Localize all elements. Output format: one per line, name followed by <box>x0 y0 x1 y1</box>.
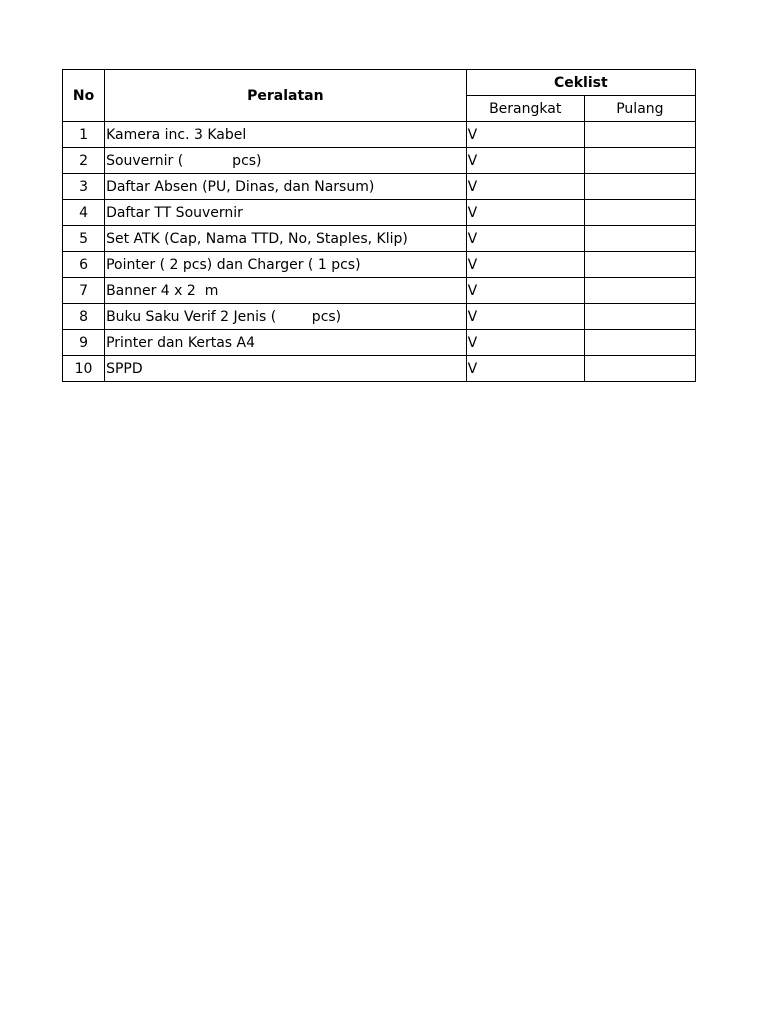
departure-check[interactable]: V <box>466 278 584 304</box>
header-checklist: Ceklist <box>466 70 695 96</box>
return-check[interactable] <box>584 122 695 148</box>
table-row <box>63 252 696 278</box>
departure-check[interactable]: V <box>466 304 584 330</box>
row-number: 5 <box>63 226 105 252</box>
departure-check[interactable]: V <box>466 122 584 148</box>
table-row <box>63 148 696 174</box>
equipment-name: Souvernir ( pcs) <box>105 148 467 174</box>
equipment-name: Buku Saku Verif 2 Jenis ( pcs) <box>105 304 467 330</box>
departure-check[interactable]: V <box>466 252 584 278</box>
departure-check[interactable]: V <box>466 200 584 226</box>
return-check[interactable] <box>584 356 695 382</box>
return-check[interactable] <box>584 174 695 200</box>
row-number: 1 <box>63 122 105 148</box>
return-check[interactable] <box>584 148 695 174</box>
header-departure: Berangkat <box>466 96 584 122</box>
departure-check[interactable]: V <box>466 356 584 382</box>
return-check[interactable] <box>584 278 695 304</box>
table-row <box>63 122 696 148</box>
return-check[interactable] <box>584 330 695 356</box>
header-equipment: Peralatan <box>105 70 467 122</box>
return-check[interactable] <box>584 200 695 226</box>
table-row <box>63 304 696 330</box>
equipment-checklist-table <box>62 69 696 382</box>
return-check[interactable] <box>584 226 695 252</box>
row-number: 8 <box>63 304 105 330</box>
departure-check[interactable]: V <box>466 174 584 200</box>
row-number: 6 <box>63 252 105 278</box>
row-number: 9 <box>63 330 105 356</box>
header-return: Pulang <box>584 96 695 122</box>
equipment-name: Set ATK (Cap, Nama TTD, No, Staples, Klip) <box>105 226 467 252</box>
table-row <box>63 200 696 226</box>
table-row <box>63 174 696 200</box>
equipment-name: Daftar Absen (PU, Dinas, dan Narsum) <box>105 174 467 200</box>
header-no: No <box>63 70 105 122</box>
row-number: 10 <box>63 356 105 382</box>
header-row <box>63 70 696 96</box>
return-check[interactable] <box>584 304 695 330</box>
equipment-name: Pointer ( 2 pcs) dan Charger ( 1 pcs) <box>105 252 467 278</box>
row-number: 3 <box>63 174 105 200</box>
row-number: 4 <box>63 200 105 226</box>
equipment-name: Printer dan Kertas A4 <box>105 330 467 356</box>
equipment-name: SPPD <box>105 356 467 382</box>
equipment-name: Kamera inc. 3 Kabel <box>105 122 467 148</box>
table-row <box>63 356 696 382</box>
row-number: 2 <box>63 148 105 174</box>
departure-check[interactable]: V <box>466 148 584 174</box>
equipment-name: Daftar TT Souvernir <box>105 200 467 226</box>
return-check[interactable] <box>584 252 695 278</box>
table-row <box>63 278 696 304</box>
departure-check[interactable]: V <box>466 330 584 356</box>
table-row <box>63 330 696 356</box>
departure-check[interactable]: V <box>466 226 584 252</box>
equipment-name: Banner 4 x 2 m <box>105 278 467 304</box>
row-number: 7 <box>63 278 105 304</box>
table-row <box>63 226 696 252</box>
